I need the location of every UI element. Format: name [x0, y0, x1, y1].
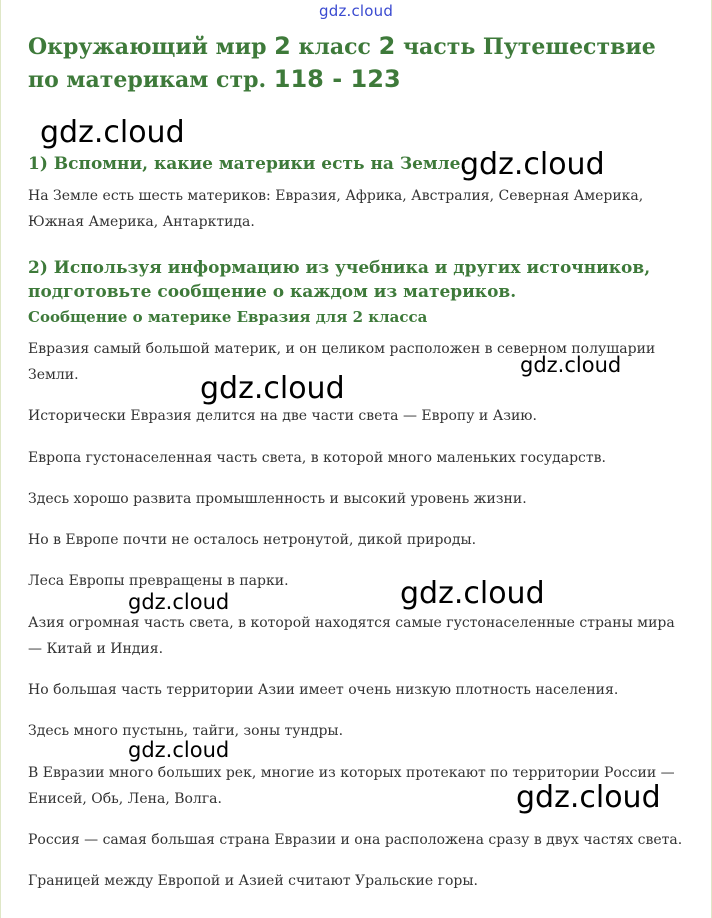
watermark: gdz.cloud: [128, 738, 230, 762]
paragraph-6: Леса Европы превращены в парки.: [28, 573, 289, 589]
watermark: gdz.cloud: [520, 353, 622, 377]
watermark: gdz.cloud: [516, 780, 661, 815]
watermark: gdz.cloud: [460, 147, 605, 182]
top-watermark: gdz.cloud: [319, 2, 394, 20]
watermark: gdz.cloud: [40, 115, 185, 150]
question-2-heading: 2) Используя информацию из учебника и других источников, подготовьте сообщение о каждом из материков.: [28, 258, 651, 302]
question-1-heading: 1) Вспомни, какие материки есть на Земле.: [28, 154, 467, 174]
paragraph-11: Россия — самая большая страна Евразии и она расположена сразу в двух частях света.: [28, 832, 683, 848]
watermark: gdz.cloud: [200, 371, 345, 406]
paragraph-3: Европа густонаселенная часть света, в которой много маленьких государств.: [28, 450, 606, 466]
paragraph-5: Но в Европе почти не осталось нетронутой, дикой природы.: [28, 532, 477, 548]
paragraph-8: Но большая часть территории Азии имеет очень низкую плотность населения.: [28, 682, 619, 698]
question-2-subheading: Сообщение о материке Евразия для 2 класса: [28, 308, 428, 326]
page-title: Окружающий мир 2 класс 2 часть Путешествие по материкам стр. 118 - 123: [28, 32, 656, 93]
paragraph-9: Здесь много пустынь, тайги, зоны тундры.: [28, 723, 344, 739]
paragraph-4: Здесь хорошо развита промышленность и высокий уровень жизни.: [28, 491, 527, 507]
watermark: gdz.cloud: [400, 576, 545, 611]
paragraph-7: Азия огромная часть света, в которой находятся самые густонаселенные страны мира — Китай и Индия.: [28, 615, 675, 657]
watermark: gdz.cloud: [128, 590, 230, 614]
paragraph-10: В Евразии много больших рек, многие из которых протекают по территории России — Енисей, Обь, Лена, Волга.: [28, 765, 675, 807]
paragraph-1: Евразия самый большой материк, и он целиком расположен в северном полушарии Земли.: [28, 341, 656, 383]
paragraph-12: Границей между Европой и Азией считают Уральские горы.: [28, 873, 478, 889]
question-1-answer: На Земле есть шесть материков: Евразия, Африка, Австралия, Северная Америка, Южная Америка, Антарктида.: [28, 188, 644, 230]
paragraph-2: Исторически Евразия делится на две части света — Европу и Азию.: [28, 408, 537, 424]
